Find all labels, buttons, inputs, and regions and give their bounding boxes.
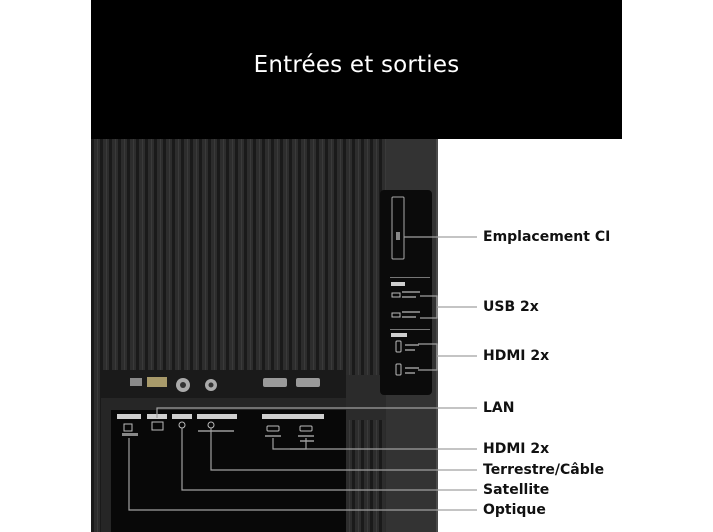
ribbed-area [91, 139, 386, 375]
rear-connector-panel [101, 398, 346, 532]
callout-hdmi-rear: HDMI 2x [483, 441, 550, 457]
page-title: Entrées et sorties [253, 52, 460, 78]
callout-satellite: Satellite [483, 482, 550, 498]
callout-usb: USB 2x [483, 299, 539, 315]
callout-ci-slot: Emplacement CI [483, 229, 611, 245]
callout-terrestrial: Terrestre/Câble [483, 462, 605, 478]
upper-connector-strip [101, 370, 346, 398]
callout-lan: LAN [483, 400, 515, 416]
callout-hdmi-side: HDMI 2x [483, 348, 550, 364]
side-connector-panel [380, 190, 432, 395]
callout-optical: Optique [483, 502, 546, 518]
